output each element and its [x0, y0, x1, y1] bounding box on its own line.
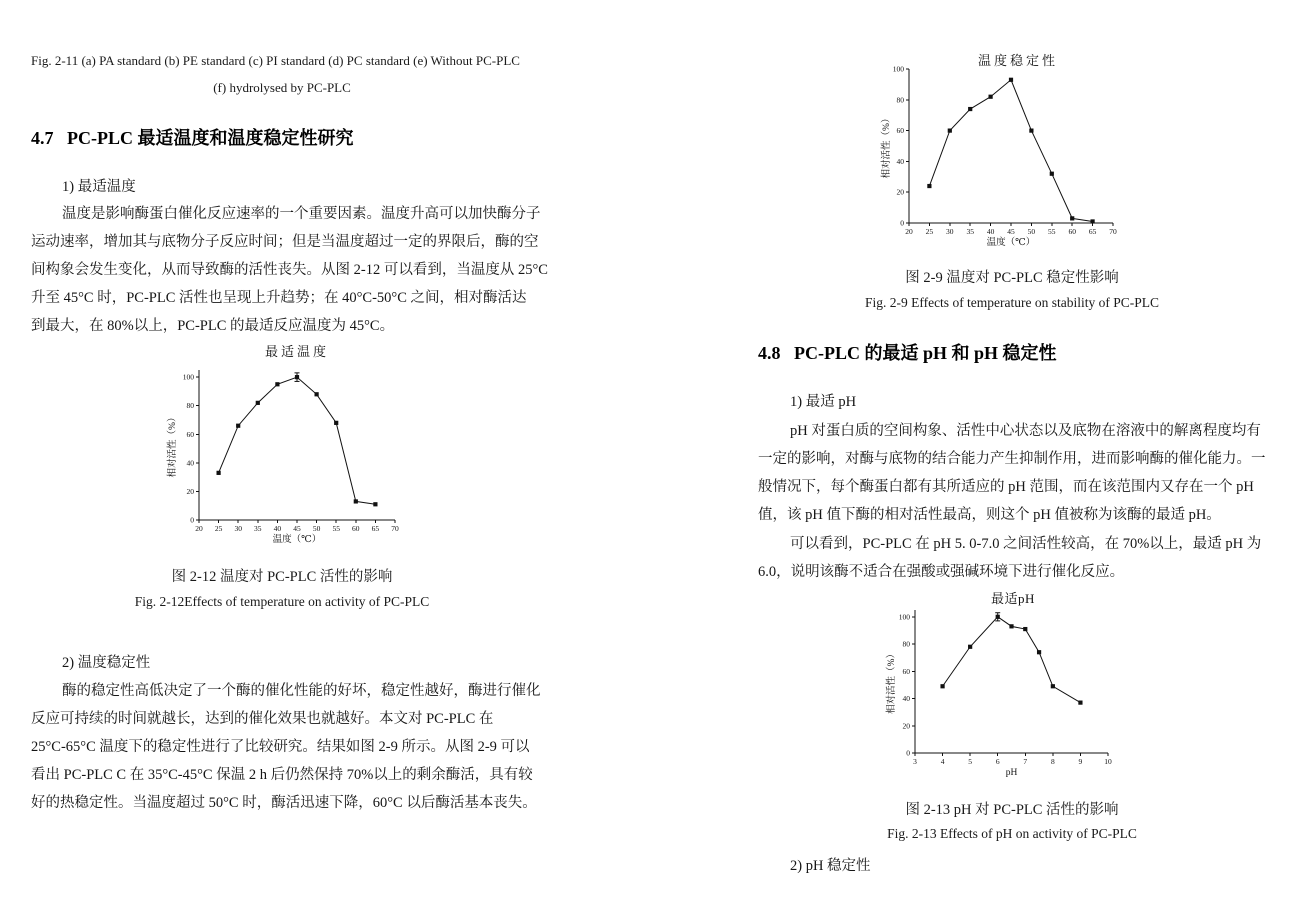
svg-text:80: 80 — [902, 639, 910, 649]
optimal-temperature-svg — [165, 340, 415, 552]
svg-text:25: 25 — [925, 227, 934, 236]
figure-2-13-caption-en: Fig. 2-13 Effects of pH on activity of PC-PLC — [887, 826, 1137, 841]
svg-text:60: 60 — [352, 524, 360, 533]
figure-2-9-caption-en: Fig. 2-9 Effects of temperature on stability of PC-PLC — [864, 295, 1160, 310]
svg-text:35: 35 — [254, 524, 262, 533]
svg-text:7: 7 — [1023, 757, 1028, 766]
series-line — [929, 80, 1092, 222]
svg-text:40: 40 — [186, 458, 194, 468]
paragraph-line: 6.0，说明该酶不适合在强酸或强碱环境下进行催化反应。 — [758, 564, 1125, 580]
paragraph-line: 看出 PC-PLC C 在 35°C-45°C 保温 2 h 后仍然保持 70%以上的剩余酶活，具有较 — [31, 767, 533, 783]
paragraph-line: 运动速率，增加其与底物分子反应时间；但是当温度超过一定的界限后，酶的空 — [31, 234, 539, 250]
y-axis-label: 相对活性（%） — [168, 412, 178, 478]
tick-labels — [893, 65, 1117, 237]
svg-text:20: 20 — [186, 486, 194, 496]
svg-text:50: 50 — [1027, 227, 1036, 236]
svg-text:100: 100 — [182, 372, 194, 382]
temperature-stability-chart — [880, 38, 1130, 256]
paragraph-line: 25°C-65°C 温度下的稳定性进行了比较研究。结果如图 2-9 所示。从图 2-9 可以 — [31, 739, 530, 755]
svg-text:80: 80 — [186, 401, 194, 411]
figure-2-11-caption-line2: (f) hydrolysed by PC-PLC — [213, 80, 351, 95]
axes — [912, 610, 1108, 756]
svg-text:25: 25 — [214, 524, 223, 533]
series-line — [219, 377, 376, 504]
figure-2-12-caption-cn: 图 2-12 温度对 PC-PLC 活性的影响 — [171, 569, 393, 585]
svg-text:35: 35 — [966, 227, 974, 236]
svg-text:0: 0 — [900, 218, 904, 228]
optimal-ph-svg — [885, 586, 1130, 788]
optimal-temperature-chart — [165, 340, 415, 552]
paragraph-line: 值，该 pH 值下酶的相对活性最高，则这个 pH 值被称为该酶的最适 pH。 — [758, 507, 1221, 523]
paragraph-line: 温度是影响酶蛋白催化反应速率的一个重要因素。温度升高可以加快酶分子 — [62, 206, 541, 222]
y-axis-label: 相对活性（%） — [887, 649, 897, 714]
paragraph-line: pH 对蛋白质的空间构象、活性中心状态以及底物在溶液中的解离程度均有 — [790, 423, 1261, 439]
figure-2-12-caption-en: Fig. 2-12Effects of temperature on activity of PC-PLC — [134, 594, 430, 609]
section-heading-4-8: 4.8 PC-PLC 的最适 pH 和 pH 稳定性 — [758, 343, 1057, 363]
figure-2-11-caption-line1: Fig. 2-11 (a) PA standard (b) PE standard (c) PI standard (d) PC standard (e) Without PC-PLC — [31, 53, 520, 68]
axes — [196, 370, 395, 523]
svg-text:60: 60 — [902, 666, 910, 676]
data-point-markers — [217, 375, 378, 506]
svg-text:20: 20 — [896, 187, 904, 197]
chart-title: 最适温度 — [264, 344, 330, 359]
svg-text:40: 40 — [896, 156, 904, 166]
svg-text:0: 0 — [906, 748, 910, 758]
svg-text:65: 65 — [1088, 227, 1097, 236]
svg-text:55: 55 — [1048, 227, 1056, 236]
svg-text:20: 20 — [195, 524, 203, 533]
svg-text:60: 60 — [186, 429, 194, 439]
svg-text:30: 30 — [234, 524, 242, 533]
chart-title: 最适pH — [991, 591, 1035, 606]
chart-title: 温度稳定性 — [977, 53, 1059, 68]
svg-text:60: 60 — [1068, 227, 1076, 236]
paragraph-line: 一定的影响，对酶与底物的结合能力产生抑制作用，进而影响酶的催化能力。一 — [758, 451, 1266, 467]
svg-text:30: 30 — [946, 227, 954, 236]
tick-labels — [183, 373, 399, 533]
svg-text:20: 20 — [902, 721, 910, 731]
paragraph-line: 可以看到，PC-PLC 在 pH 5. 0-7.0 之间活性较高，在 70%以上，最适 pH 为 — [790, 536, 1262, 552]
svg-text:0: 0 — [190, 515, 194, 525]
paragraph-line: 反应可持续的时间就越长，达到的催化效果也就越好。本文对 PC-PLC 在 — [31, 711, 494, 727]
x-axis-label: 温度（℃） — [272, 535, 322, 545]
svg-text:40: 40 — [902, 694, 910, 704]
axes — [906, 69, 1113, 226]
svg-text:50: 50 — [312, 524, 321, 533]
paragraph-line: 到最大，在 80%以上，PC-PLC 的最适反应温度为 45°C。 — [31, 318, 395, 334]
svg-text:4: 4 — [940, 757, 945, 766]
svg-text:80: 80 — [896, 95, 904, 105]
paragraph-line: 间构象会发生变化，从而导致酶的活性丧失。从图 2-12 可以看到，当温度从 25°C — [31, 262, 548, 278]
list-item-ph-stability: 2) pH 稳定性 — [790, 858, 871, 874]
figure-2-9-caption-cn: 图 2-9 温度对 PC-PLC 稳定性影响 — [905, 270, 1119, 286]
svg-text:70: 70 — [1109, 227, 1117, 236]
svg-text:20: 20 — [905, 227, 913, 236]
x-axis-label: pH — [1005, 768, 1018, 778]
svg-text:45: 45 — [293, 524, 301, 533]
temperature-stability-svg — [880, 38, 1130, 256]
svg-text:55: 55 — [332, 524, 340, 533]
svg-text:45: 45 — [1007, 227, 1015, 236]
svg-text:100: 100 — [892, 64, 904, 74]
paragraph-line: 好的热稳定性。当温度超过 50°C 时，酶活迅速下降，60°C 以后酶活基本丧失。 — [31, 795, 537, 811]
svg-text:40: 40 — [273, 524, 282, 533]
optimal-ph-chart — [885, 586, 1130, 788]
svg-text:60: 60 — [896, 126, 904, 136]
list-item-temperature-stability: 2) 温度稳定性 — [62, 655, 151, 671]
y-axis-label: 相对活性（%） — [882, 113, 892, 179]
svg-text:8: 8 — [1050, 757, 1055, 766]
list-item-optimal-temperature: 1) 最适温度 — [62, 179, 136, 195]
paragraph-line: 升至 45°C 时，PC-PLC 活性也呈现上升趋势；在 40°C-50°C 之间，相对酶活达 — [31, 290, 527, 306]
svg-text:9: 9 — [1078, 757, 1083, 766]
figure-2-13-caption-cn: 图 2-13 pH 对 PC-PLC 活性的影响 — [905, 802, 1119, 818]
x-axis-label: 温度（℃） — [986, 238, 1036, 248]
svg-text:70: 70 — [391, 524, 399, 533]
svg-text:3: 3 — [913, 757, 917, 766]
svg-text:5: 5 — [968, 757, 973, 766]
svg-text:40: 40 — [986, 227, 995, 236]
svg-text:10: 10 — [1104, 757, 1112, 766]
tick-labels — [899, 612, 1112, 766]
svg-text:100: 100 — [898, 612, 910, 622]
paragraph-line: 酶的稳定性高低决定了一个酶的催化性能的好坏，稳定性越好，酶进行催化 — [62, 683, 541, 699]
series-line — [943, 617, 1081, 703]
data-point-markers — [927, 78, 1094, 224]
svg-text:6: 6 — [995, 757, 1000, 766]
paragraph-line: 般情况下，每个酶蛋白都有其所适应的 pH 范围，而在该范围内又存在一个 pH — [758, 479, 1254, 495]
svg-text:65: 65 — [371, 524, 380, 533]
list-item-optimal-ph: 1) 最适 pH — [790, 394, 857, 410]
section-heading-4-7: 4.7 PC-PLC 最适温度和温度稳定性研究 — [31, 128, 354, 148]
